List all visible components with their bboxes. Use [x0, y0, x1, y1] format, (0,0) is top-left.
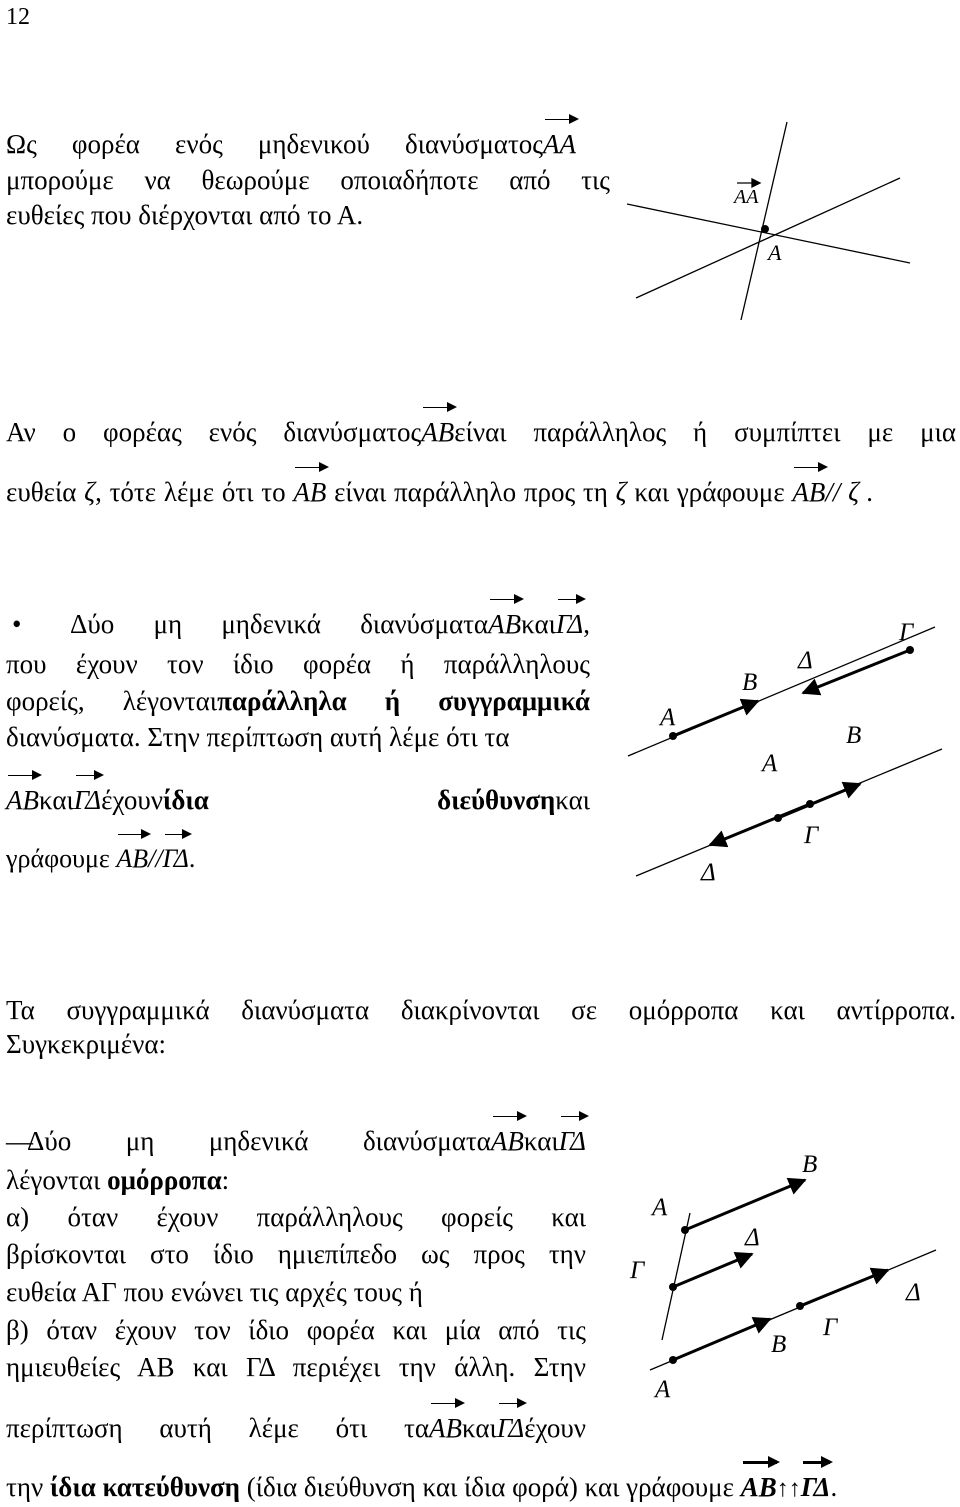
text: και	[523, 1126, 559, 1156]
text: , τότε λέμε ότι το	[95, 477, 286, 507]
point-G	[669, 1283, 677, 1291]
codirectional-line-5: ευθεία ΑΓ που ενώνει τις αρχές τους ή	[6, 1277, 423, 1307]
zero-vector-line-3: ευθείες που διέρχονται από το Α.	[6, 200, 364, 230]
point-A	[774, 814, 782, 822]
point-A	[761, 225, 769, 233]
label-G: Γ	[823, 1314, 838, 1341]
codirectional-line-6: β) όταν έχουν τον ίδιο φορέα και μία από τις	[6, 1315, 586, 1345]
codirectional-line-4: βρίσκονται στο ίδιο ημιεπίπεδο ως προς την	[6, 1239, 586, 1269]
vector-GD: ΓΔ	[555, 609, 584, 639]
term-same-direction: ίδια διεύθυνση	[162, 785, 556, 815]
label-A: Α	[652, 1194, 668, 1221]
label-D: Δ	[745, 1224, 760, 1251]
zero-vector-line-2: μπορούμε να θεωρούμε οποιαδήποτε από τις	[6, 165, 610, 195]
label-B: Β	[802, 1151, 818, 1178]
vector-GD: ΓΔ	[496, 1413, 525, 1443]
text: (ίδια διεύθυνση και ίδια φορά) και γράφουμε	[246, 1472, 734, 1502]
collinear-line-2: που έχουν τον ίδιο φορέα ή παράλληλους	[6, 649, 590, 679]
label-A: Α	[655, 1376, 671, 1403]
point-G	[906, 646, 914, 654]
text: και	[555, 785, 590, 815]
codirectional-line-7: ημιευθείες ΑΒ και ΓΔ περιέχει την άλλη. Στην	[6, 1352, 586, 1382]
label-B: Β	[771, 1331, 787, 1358]
text: και	[39, 785, 74, 815]
vector-GD: ΓΔ	[800, 1472, 831, 1502]
text: είναι παράλληλο προς τη	[334, 477, 608, 507]
point-A	[681, 1226, 689, 1234]
page-number: 12	[6, 4, 30, 30]
label-G: Γ	[630, 1257, 645, 1284]
label-G: Γ	[899, 619, 914, 646]
text: περίπτωση αυτή λέμε ότι τα	[6, 1413, 430, 1443]
codirectional-line-3: α) όταν έχουν παράλληλους φορείς και	[6, 1202, 586, 1232]
text: Δύο μη μηδενικά διανύσματα	[27, 1126, 491, 1156]
text: :	[221, 1165, 230, 1195]
point-G	[796, 1302, 804, 1310]
vector-AB: ΑΒ	[421, 417, 455, 447]
vector-GD-top	[673, 1254, 752, 1287]
term-codirectional: ομόρροπα	[107, 1165, 222, 1195]
label-A: Α	[762, 750, 778, 777]
vector-GD-top	[803, 650, 910, 693]
codirectional-symbol: ↑↑	[776, 1476, 801, 1502]
vector-GD-bottom	[710, 804, 810, 845]
collinear-line-4: διανύσματα. Στην περίπτωση αυτή λέμε ότι τα	[6, 722, 510, 752]
text: έχουν	[524, 1413, 586, 1443]
vector-AB-top	[685, 1180, 805, 1230]
codirectional-intro-1: Τα συγγραμμικά διανύσματα διακρίνονται σε ομόρροπα και αντίρροπα.	[6, 995, 956, 1025]
figure-parallel-vectors	[628, 627, 942, 876]
text: λέγονται	[6, 1165, 101, 1195]
figure-zero-vector	[627, 122, 910, 320]
text: Δύο μη μηδενικά διανύσματα	[70, 609, 489, 639]
point-A	[669, 732, 677, 740]
text: την	[6, 1472, 44, 1502]
label-A: Α	[768, 240, 782, 265]
vector-AB: ΑΒ	[293, 477, 327, 507]
vector-GD: ΓΔ	[558, 1126, 586, 1156]
text: και	[521, 609, 556, 639]
figure-codirectional-vectors	[650, 1180, 936, 1370]
label-D: Δ	[701, 859, 716, 886]
vector-AB: ΑΒ	[792, 477, 826, 507]
text: γράφουμε	[6, 844, 110, 873]
line-zeta: ζ	[615, 477, 627, 507]
vector-AB: ΑΒ	[116, 842, 148, 876]
text: ευθεία	[6, 477, 77, 507]
vector-AB: ΑΒ	[740, 1472, 777, 1502]
text: Ως φορέα ενός μηδενικού διανύσματος	[6, 129, 543, 159]
bullet: •	[12, 609, 22, 639]
text: Αν ο φορέας ενός διανύσματος	[6, 417, 422, 447]
label-A: Α	[660, 704, 676, 731]
vector-AB: ΑΒ	[6, 785, 39, 815]
term-collinear: παράλληλα ή συγγραμμικά	[217, 686, 590, 716]
line-through-A	[636, 178, 900, 298]
label-B: Β	[846, 722, 862, 749]
text: φορείς, λέγονται	[6, 686, 218, 716]
vector-GD-bottom	[800, 1270, 888, 1306]
text: ,	[583, 609, 590, 639]
vector-GD: ΓΔ	[73, 785, 102, 815]
vector-GD: ΓΔ	[163, 842, 189, 876]
line-through-A	[741, 122, 787, 320]
vector-AB: ΑΒ	[490, 1126, 524, 1156]
text: και γράφουμε	[634, 477, 785, 507]
label-B: Β	[742, 669, 758, 696]
dash: —	[6, 1126, 27, 1156]
label-vector-AA: ΑΑ	[734, 186, 759, 208]
codirectional-intro-2: Συγκεκριμένα:	[6, 1029, 166, 1059]
text: είναι παράλληλος ή συμπίπτει με μια	[454, 417, 956, 447]
label-D: Δ	[798, 647, 813, 674]
label-G: Γ	[804, 822, 819, 849]
text: .	[188, 844, 196, 873]
term-same-sense: ίδια κατεύθυνση	[49, 1472, 240, 1502]
vector-AB: ΑΒ	[429, 1413, 463, 1443]
text: και	[462, 1413, 497, 1443]
text: έχουν	[101, 785, 163, 815]
vector-AB: ΑΒ	[488, 609, 522, 639]
line-zeta: ζ	[84, 477, 96, 507]
vector-AB-top	[673, 701, 758, 736]
vector-AA: ΑΑ	[543, 129, 576, 159]
text: .	[830, 1472, 838, 1502]
parallel-notation: // ζ .	[825, 477, 874, 507]
vector-AB-bottom	[673, 1319, 770, 1360]
label-D: Δ	[906, 1279, 921, 1306]
point-A	[669, 1356, 677, 1364]
parallel-sign: //	[148, 844, 163, 873]
point-G	[806, 800, 814, 808]
